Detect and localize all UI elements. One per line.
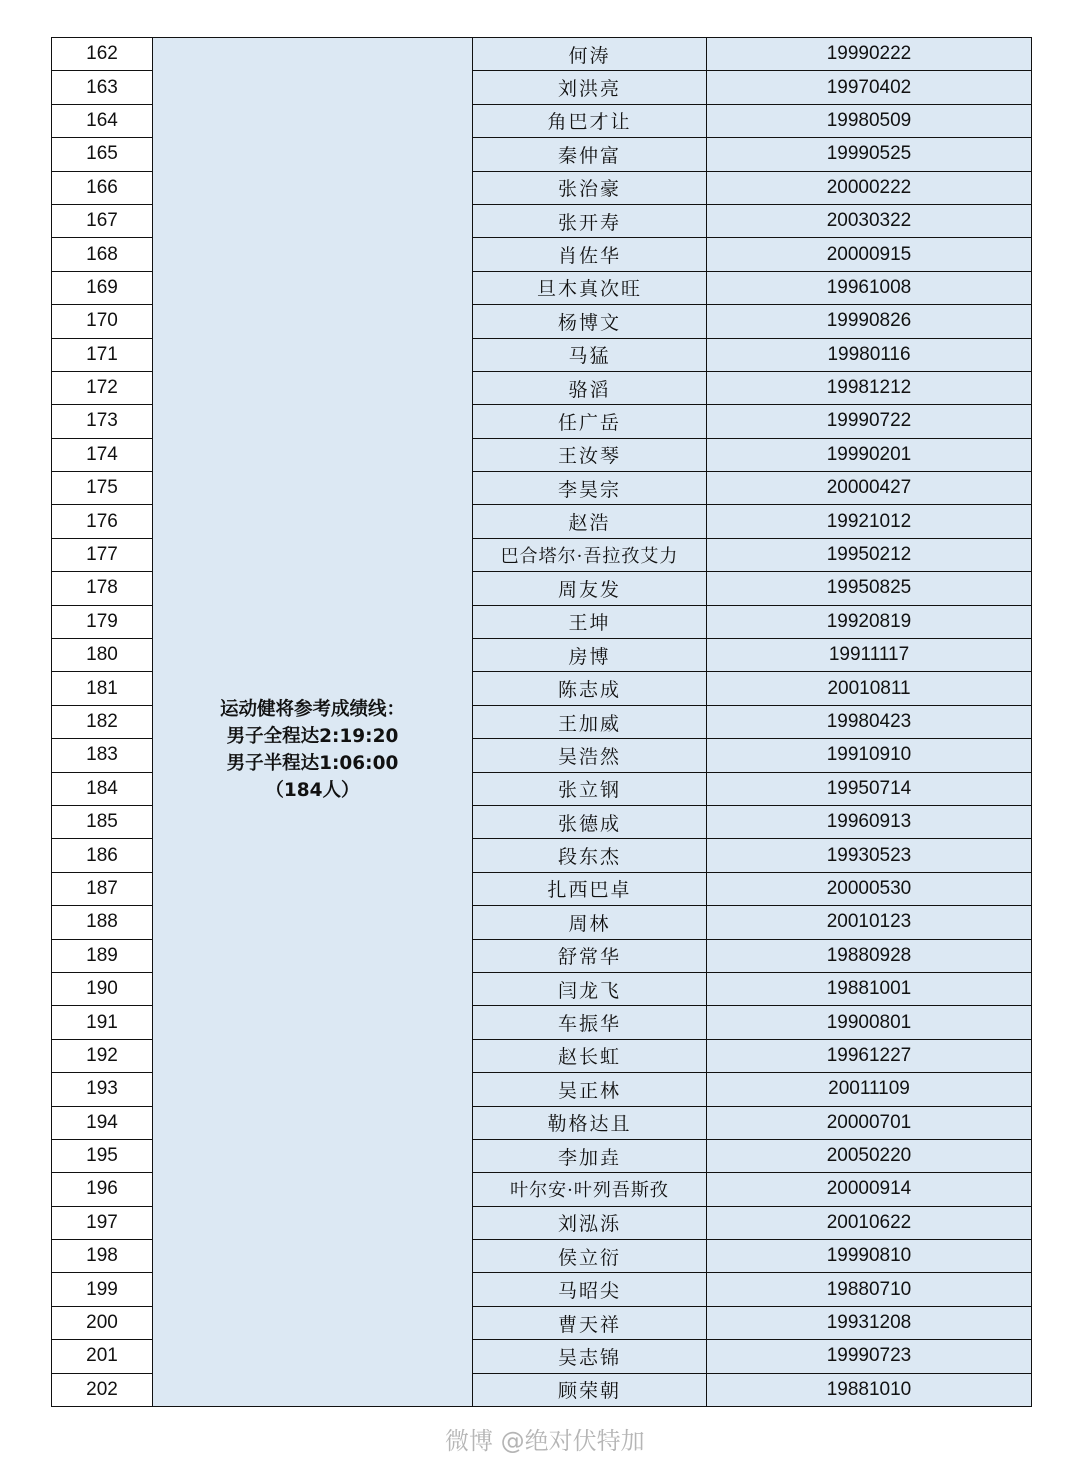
row-number: 179 [52,605,153,638]
birth-date: 19990826 [707,305,1032,338]
watermark: 微博 @绝对伏特加 [445,1427,645,1455]
row-number: 187 [52,872,153,905]
athlete-name: 秦仲富 [473,138,707,171]
row-number: 198 [52,1240,153,1273]
birth-date: 19981212 [707,371,1032,404]
athlete-name: 李加垚 [473,1139,707,1172]
athlete-name: 扎西巴卓 [473,872,707,905]
athlete-name: 杨博文 [473,305,707,338]
row-number: 168 [52,238,153,271]
birth-date: 19960913 [707,805,1032,838]
birth-date: 19950825 [707,572,1032,605]
athlete-name: 李昊宗 [473,472,707,505]
birth-date: 19920819 [707,605,1032,638]
row-number: 200 [52,1306,153,1339]
birth-date: 19880710 [707,1273,1032,1306]
row-number: 194 [52,1106,153,1139]
row-number: 186 [52,839,153,872]
row-number: 192 [52,1039,153,1072]
athlete-name: 赵长虹 [473,1039,707,1072]
row-number: 196 [52,1173,153,1206]
qualification-note [220,696,405,804]
row-number: 180 [52,639,153,672]
birth-date: 19990201 [707,438,1032,471]
athlete-name: 闫龙飞 [473,972,707,1005]
qualification-note-cell [153,38,473,1407]
row-number: 172 [52,371,153,404]
athlete-name: 任广岳 [473,405,707,438]
row-number: 164 [52,104,153,137]
birth-date: 19990810 [707,1240,1032,1273]
athlete-name: 角巴才让 [473,104,707,137]
athlete-name: 张治豪 [473,171,707,204]
athlete-name: 旦木真次旺 [473,271,707,304]
birth-date: 20000701 [707,1106,1032,1139]
birth-date: 19961227 [707,1039,1032,1072]
athlete-table [51,37,1032,1407]
row-number: 197 [52,1206,153,1239]
birth-date: 19970402 [707,71,1032,104]
row-number: 182 [52,705,153,738]
birth-date: 20010622 [707,1206,1032,1239]
row-number: 178 [52,572,153,605]
birth-date: 20010811 [707,672,1032,705]
birth-date: 19881001 [707,972,1032,1005]
birth-date: 19990722 [707,405,1032,438]
row-number: 184 [52,772,153,805]
row-number: 169 [52,271,153,304]
birth-date: 20050220 [707,1139,1032,1172]
birth-date: 19961008 [707,271,1032,304]
note-line3: 男子半程达1:06:00 [226,753,399,774]
birth-date: 20000427 [707,472,1032,505]
birth-date: 19990723 [707,1340,1032,1373]
birth-date: 19950714 [707,772,1032,805]
athlete-name: 吴志锦 [473,1340,707,1373]
birth-date: 20000222 [707,171,1032,204]
birth-date: 19990222 [707,38,1032,71]
row-number: 202 [52,1373,153,1406]
athlete-name: 叶尔安·叶列吾斯孜 [473,1173,707,1206]
athlete-name: 曹天祥 [473,1306,707,1339]
row-number: 165 [52,138,153,171]
row-number: 175 [52,472,153,505]
athlete-name: 马猛 [473,338,707,371]
athlete-name: 张德成 [473,805,707,838]
athlete-name: 王加威 [473,705,707,738]
row-number: 195 [52,1139,153,1172]
row-number: 188 [52,906,153,939]
birth-date: 20000530 [707,872,1032,905]
row-number: 199 [52,1273,153,1306]
row-number: 177 [52,538,153,571]
row-number: 181 [52,672,153,705]
birth-date: 19930523 [707,839,1032,872]
athlete-name: 巴合塔尔·吾拉孜艾力 [473,538,707,571]
athlete-name: 周友发 [473,572,707,605]
note-line1: 运动健将参考成绩线： [219,699,405,720]
birth-date: 20030322 [707,204,1032,237]
athlete-name: 张立钢 [473,772,707,805]
row-number: 173 [52,405,153,438]
birth-date: 19980116 [707,338,1032,371]
athlete-name: 段东杰 [473,839,707,872]
athlete-name: 房博 [473,639,707,672]
birth-date: 19911117 [707,639,1032,672]
row-number: 190 [52,972,153,1005]
athlete-name: 陈志成 [473,672,707,705]
row-number: 191 [52,1006,153,1039]
athlete-name: 顾荣朝 [473,1373,707,1406]
birth-date: 20010123 [707,906,1032,939]
note-line2: 男子全程达2:19:20 [226,726,399,747]
birth-date: 19950212 [707,538,1032,571]
birth-date: 19900801 [707,1006,1032,1039]
birth-date: 19921012 [707,505,1032,538]
athlete-name: 马昭尖 [473,1273,707,1306]
birth-date: 19880928 [707,939,1032,972]
athlete-name: 王汝琴 [473,438,707,471]
row-number: 176 [52,505,153,538]
birth-date: 20000915 [707,238,1032,271]
row-number: 201 [52,1340,153,1373]
athlete-name: 周林 [473,906,707,939]
birth-date: 20000914 [707,1173,1032,1206]
birth-date: 19910910 [707,739,1032,772]
row-number: 163 [52,71,153,104]
athlete-name: 车振华 [473,1006,707,1039]
table-body [52,38,1032,1407]
row-number: 183 [52,739,153,772]
athlete-name: 舒常华 [473,939,707,972]
birth-date: 20011109 [707,1073,1032,1106]
athlete-name: 勒格达且 [473,1106,707,1139]
athlete-name: 肖佐华 [473,238,707,271]
athlete-name: 吴浩然 [473,739,707,772]
row-number: 167 [52,204,153,237]
table-row [52,38,1032,71]
row-number: 166 [52,171,153,204]
athlete-name: 赵浩 [473,505,707,538]
athlete-name: 刘泓泺 [473,1206,707,1239]
row-number: 162 [52,38,153,71]
athlete-name: 张开寿 [473,204,707,237]
athlete-name: 王坤 [473,605,707,638]
row-number: 171 [52,338,153,371]
birth-date: 19881010 [707,1373,1032,1406]
athlete-name: 骆滔 [473,371,707,404]
birth-date: 19980423 [707,705,1032,738]
athlete-name: 侯立衍 [473,1240,707,1273]
row-number: 189 [52,939,153,972]
note-line4: （184人） [265,780,360,801]
row-number: 174 [52,438,153,471]
birth-date: 19980509 [707,104,1032,137]
athlete-name: 吴正林 [473,1073,707,1106]
athlete-name: 何涛 [473,38,707,71]
birth-date: 19931208 [707,1306,1032,1339]
row-number: 170 [52,305,153,338]
row-number: 185 [52,805,153,838]
athlete-name: 刘洪亮 [473,71,707,104]
birth-date: 19990525 [707,138,1032,171]
row-number: 193 [52,1073,153,1106]
